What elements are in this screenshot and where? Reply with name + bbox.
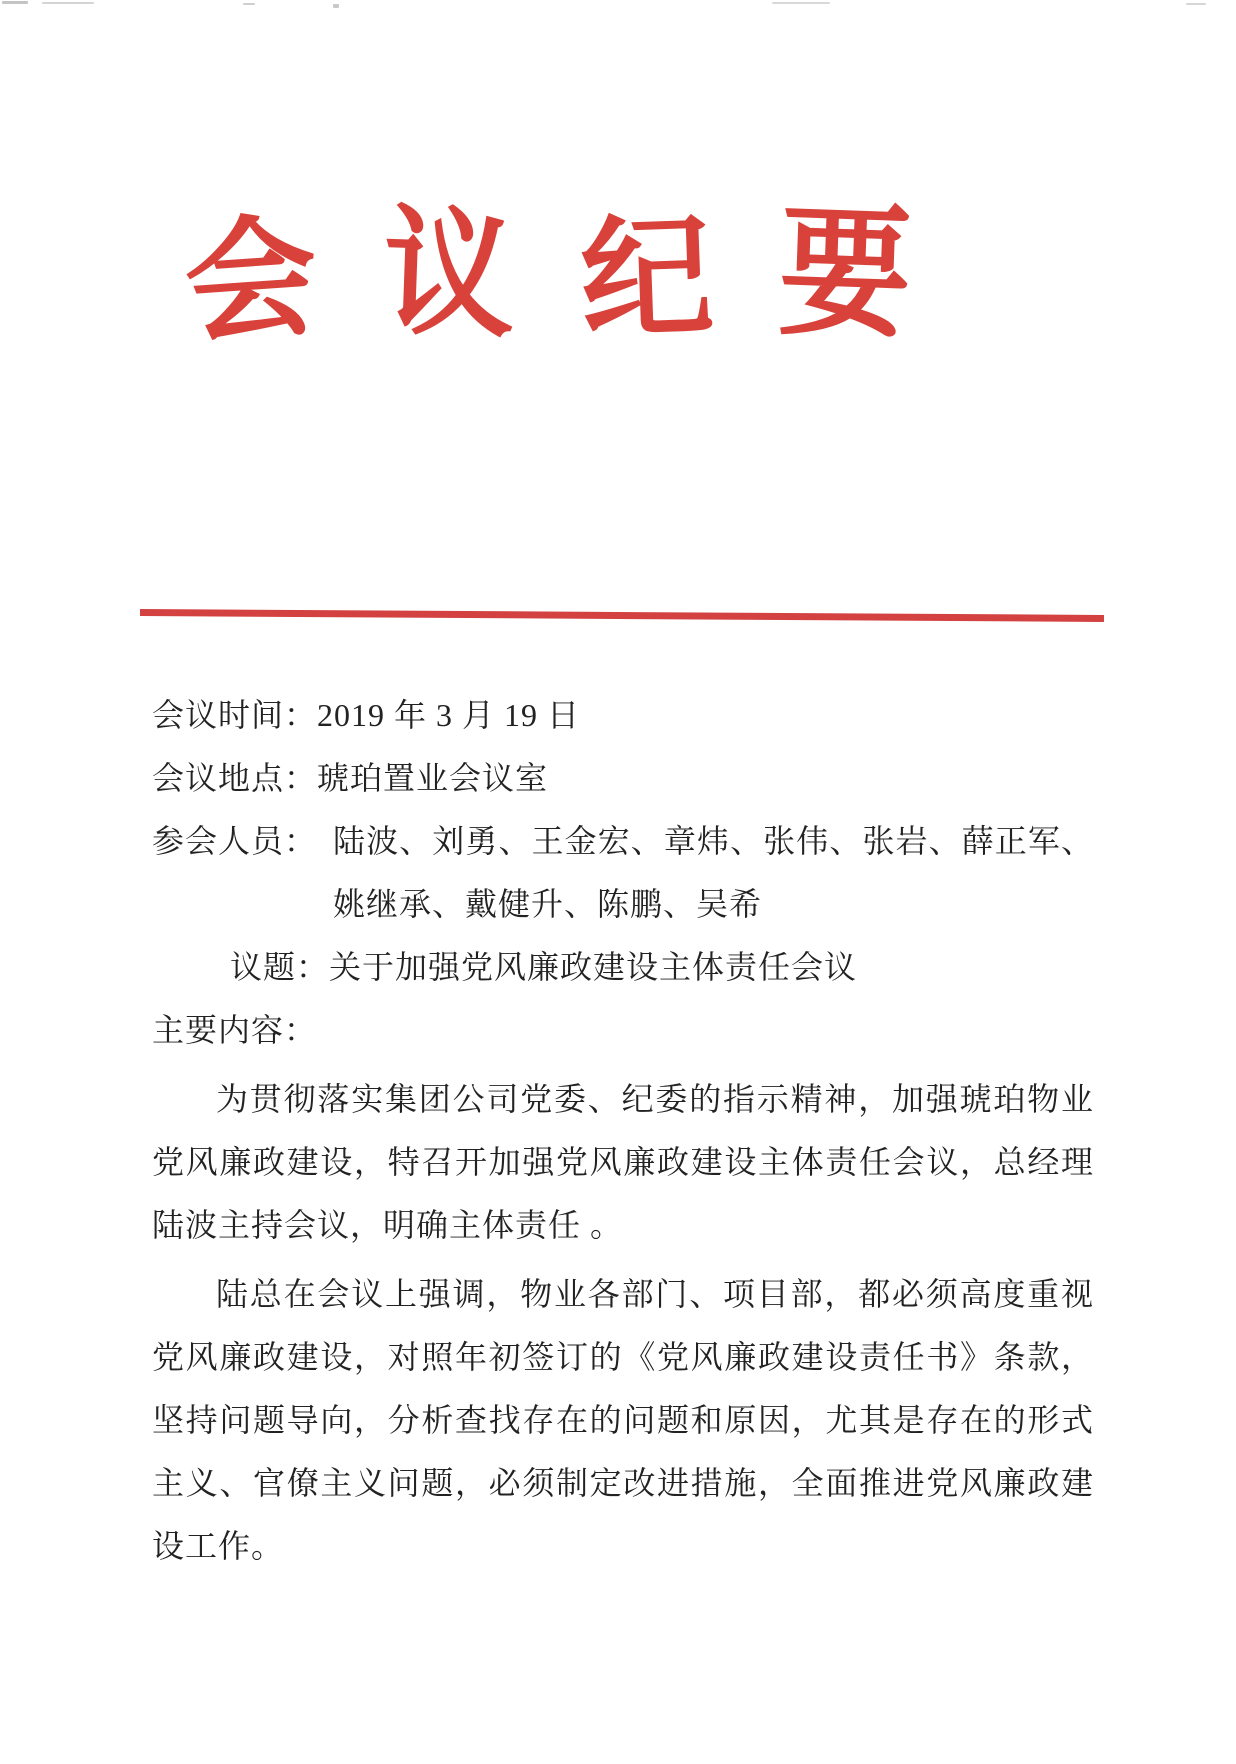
topic-line [152,936,1094,999]
body-paragraph-2: 陆总在会议上强调，物业各部门、项目部，都必须高度重视党风廉政建设，对照年初签订的《党风廉政建设责任书》条款，坚持问题导向，分析查找存在的问题和原因，尤其是存在的形式主义、官僚主义问题，必须制定改进措施，全面推进党风廉政建设工作。 [152,1276,1094,1564]
attendees-label: 参会人员： [152,823,318,859]
title-char-4: 要 [776,192,914,357]
meeting-location-label: 会议地点： [152,760,318,796]
body-paragraph-1: 为贯彻落实集团公司党委、纪委的指示精神，加强琥珀物业党风廉政建设，特召开加强党风廉政建设主体责任会议，总经理陆波主持会议，明确主体责任 。 [152,1081,1094,1243]
meeting-time-line [152,684,1094,747]
title-char-1: 会 [180,203,323,360]
meeting-location-value: 琥珀置业会议室 [317,760,549,796]
scan-artifact [243,3,255,5]
topic-label: 议题： [230,949,330,985]
main-content-label: 主要内容： [152,1012,318,1048]
title-char-2: 议 [380,195,518,356]
document-title [180,192,914,364]
meeting-location-line [152,747,1094,810]
meeting-time-value: 2019 年 3 月 19 日 [317,697,581,733]
scan-artifact [1186,3,1206,5]
document-body [152,684,1094,1578]
scan-artifact [333,4,339,8]
attendees-line [152,810,1094,936]
scan-artifact [772,2,830,4]
scan-artifact [42,2,94,4]
topic-value: 关于加强党风廉政建设主体责任会议 [329,949,858,985]
attendees-value: 陆波、刘勇、王金宏、章炜、张伟、张岩、薛正军、姚继承、戴健升、陈鹏、吴希 [333,823,1094,922]
title-divider-line [140,609,1104,622]
meeting-time-label: 会议时间： [152,697,318,733]
scan-artifact [2,1,28,4]
title-char-3: 纪 [578,203,716,356]
main-content-label-line [152,999,1094,1062]
